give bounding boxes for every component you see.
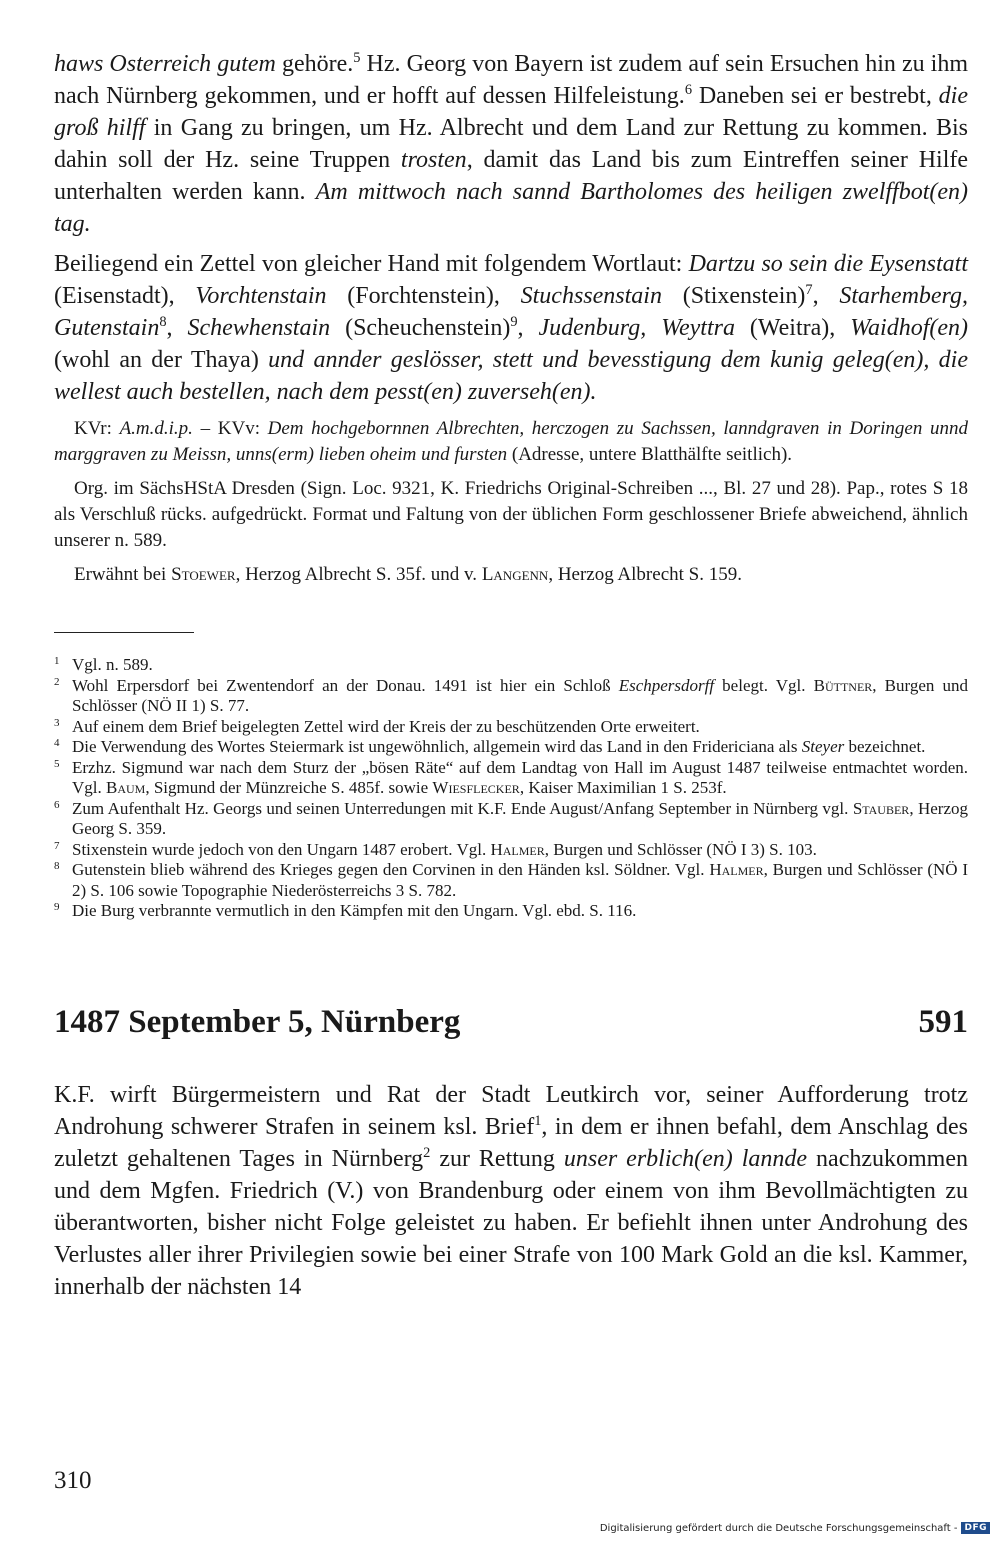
footnote	[54, 717, 968, 738]
entry-number: 591	[918, 1003, 968, 1040]
italic-quote: und annder geslösser, stett und bevesstigung dem kunig geleg(en), die wellest auch bestellen, nach dem pesst(en) zuverseh(en).	[54, 347, 968, 405]
author-name: Baum	[106, 778, 146, 797]
text-run: , in dem er ihnen befahl, dem Anschlag des zuletzt gehaltenen Tages in Nürnberg	[54, 1113, 968, 1172]
author-name: Langenn	[481, 564, 549, 585]
footnote	[54, 799, 968, 840]
footnote	[54, 676, 968, 717]
author-name: Stauber	[852, 798, 910, 818]
footnote-number: 9	[54, 901, 60, 913]
author-name: Wiesflecker	[432, 778, 520, 797]
text-run: ,	[517, 315, 539, 341]
footnote-number: 6	[54, 798, 60, 811]
italic-quote: Judenburg, Weyttra	[538, 315, 735, 341]
footnote-ref[interactable]: 1	[534, 1112, 542, 1129]
text-run: , Burgen und Schlösser (NÖ I 3) S. 103.	[544, 839, 817, 859]
text-run: ,	[812, 283, 840, 309]
text-run: belegt. Vgl.	[714, 675, 814, 695]
footnote	[54, 737, 968, 758]
text-run: , Burgen und Schlösser (NÖ I 2) S. 106 sowie Topographie Niederösterreichs 3 S. 782.	[72, 860, 968, 900]
text-run: Vgl. n. 589.	[72, 655, 153, 674]
text-run: Hz. Georg von Bayern ist zudem auf sein Ersuchen hin zu ihm nach Nürnberg gekommen, und er hofft auf dessen Hilfeleistung.	[54, 51, 968, 109]
italic-quote: Waidhof(en)	[850, 315, 968, 341]
text-run: , Herzog Albrecht S. 159.	[548, 564, 742, 585]
text-run: – KVv:	[192, 418, 268, 439]
dfg-logo: DFG	[961, 1522, 990, 1534]
text-run: Gutenstein blieb während des Krieges gegen den Corvinen in den Händen ksl. Söldner. Vgl.	[72, 860, 710, 879]
entry-date-place: 1487 September 5, Nürnberg	[54, 1003, 461, 1040]
text-run: (Adresse, untere Blatthälfte seitlich).	[507, 444, 793, 465]
italic-quote: die groß hilff	[54, 83, 968, 141]
paragraph-original: Org. im SächsHStA Dresden (Sign. Loc. 9321, K. Friedrichs Original-Schreiben ..., Bl. 27 und 28). Pap., rotes S 18 als Verschluß rücks. aufgedrückt. Format und Faltung von der üblichen Form geschlossener Briefe abweichend, ähnlich unserer n. 589.	[54, 478, 968, 551]
footnote-number: 5	[54, 757, 60, 770]
text-run: (Weitra),	[734, 315, 851, 341]
text-run: , Herzog Georg S. 359.	[72, 798, 968, 838]
paragraph-letter-body	[54, 48, 968, 240]
author-name: Büttner	[813, 675, 873, 695]
text-run: (Scheuchenstein)	[330, 315, 511, 341]
italic-quote: Steyer	[801, 737, 845, 756]
italic-quote: Dem hochgebornnen Albrechten, herczogen zu Sachssen, lanndgraven in Doringen unnd marggraven zu Meissn, unns(erm) lieben oheim und fursten	[54, 418, 968, 465]
paragraph-mentioned	[54, 562, 968, 588]
author-name: Halmer	[490, 839, 545, 859]
text-run: Die Verwendung des Wortes Steiermark ist ungewöhnlich, allgemein wird das Land in den Fridericiana als	[72, 737, 802, 756]
italic-quote: A.m.d.i.p.	[119, 418, 193, 439]
footnote-ref[interactable]: 2	[423, 1144, 431, 1161]
italic-quote: Schewhenstain	[187, 315, 331, 341]
footnote-divider	[54, 632, 194, 633]
author-name: Stoewer	[171, 564, 236, 585]
italic-quote: Dartzu so sein die Eysenstatt	[688, 251, 968, 277]
paragraph-kv	[54, 416, 968, 468]
paragraph-enclosure	[54, 248, 968, 408]
text-run: , Sigmund der Münzreiche S. 485f. sowie	[145, 778, 433, 797]
footnote-number: 4	[54, 737, 60, 749]
text-run: in Gang zu bringen, um Hz. Albrecht und dem Land zur Rettung zu kommen. Bis dahin soll der Hz. seine Truppen	[54, 115, 968, 173]
footnote	[54, 655, 968, 676]
italic-quote: Vorchtenstain	[195, 283, 327, 309]
footnote-ref[interactable]: 8	[159, 314, 167, 330]
text-run: Erwähnt bei	[74, 564, 172, 585]
digitization-credit	[600, 1522, 990, 1534]
footnote	[54, 901, 968, 922]
text-run: bezeichnet.	[844, 737, 926, 756]
text-run: nachzukommen und dem Mgfen. Friedrich (V.) von Brandenburg oder einem von ihm Bevollmächtigten zu überantworten, bisher nicht Folge geleistet zu haben. Er befiehlt ihnen unter Androhung des Verlustes aller ihrer Privilegien sowie bei einer Strafe von 100 Mark Gold an die ksl. Kammer, innerhalb der nächsten 14	[54, 1145, 968, 1300]
text-run: Die Burg verbrannte vermutlich in den Kämpfen mit den Ungarn. Vgl. ebd. S. 116.	[72, 901, 637, 920]
text-run: Stixenstein wurde jedoch von den Ungarn 1487 erobert. Vgl.	[72, 839, 491, 859]
text-run: Daneben sei er bestrebt,	[692, 83, 939, 109]
text-run: Beiliegend ein Zettel von gleicher Hand mit folgendem Wortlaut:	[54, 251, 689, 277]
footnote-number: 1	[54, 655, 60, 667]
text-run: Erzhz. Sigmund war nach dem Sturz der „bösen Räte“ auf dem Landtag von Hall im August 1487 teilweise entmachtet worden. Vgl.	[72, 757, 968, 797]
italic-quote: Eschpersdorff	[618, 675, 715, 695]
text-run: Auf einem dem Brief beigelegten Zettel wird der Kreis der zu beschützenden Orte erweitert.	[72, 716, 700, 736]
footnote	[54, 840, 968, 861]
text-run: , Kaiser Maximilian 1 S. 253f.	[519, 778, 727, 797]
italic-quote: trosten	[400, 147, 467, 173]
italic-quote: unser erblich(en) lannde	[563, 1145, 808, 1172]
text-run: KVr:	[74, 418, 120, 439]
footnote-number: 7	[54, 839, 60, 852]
footnote	[54, 860, 968, 901]
author-name: Halmer	[709, 860, 764, 879]
text-run: Zum Aufenthalt Hz. Georgs und seinen Unterredungen mit K.F. Ende August/Anfang September in Nürnberg vgl.	[72, 798, 853, 818]
text-run: gehöre.	[275, 51, 354, 77]
italic-quote: Starhemberg, Gutenstain	[54, 283, 969, 341]
footnote-number: 3	[54, 716, 60, 729]
footnote-number: 2	[54, 675, 60, 688]
text-run: (wohl an der Thaya)	[54, 347, 269, 373]
text-run: ,	[166, 315, 188, 341]
footnote-ref[interactable]: 6	[684, 82, 693, 98]
document-page	[54, 48, 968, 1303]
footnote-ref[interactable]: 5	[353, 50, 361, 66]
page-number: 310	[54, 1467, 92, 1494]
text-run: K.F. wirft Bürgermeistern und Rat der Stadt Leutkirch vor, seiner Aufforderung trotz Androhung schwerer Strafen in seinem ksl. Brief	[54, 1081, 968, 1140]
text-run: (Stixenstein)	[661, 283, 806, 309]
footnotes	[54, 655, 968, 922]
text-run: Wohl Erpersdorf bei Zwentendorf an der Donau. 1491 ist hier ein Schloß	[72, 675, 619, 695]
text-run: , damit das Land bis zum Eintreffen seiner Hilfe unterhalten werden kann.	[54, 147, 969, 205]
text-run: (Eisenstadt),	[54, 283, 196, 309]
italic-quote: haws Osterreich gutem	[54, 51, 276, 77]
credit-text: Digitalisierung gefördert durch die Deutsche Forschungsgemeinschaft -	[599, 1522, 958, 1534]
text-run: zur Rettung	[430, 1145, 564, 1172]
footnote	[54, 758, 968, 799]
italic-quote: Stuchssenstain	[520, 283, 662, 309]
text-run: , Herzog Albrecht S. 35f. und v.	[235, 564, 482, 585]
footnote-ref[interactable]: 7	[805, 282, 813, 298]
footnote-ref[interactable]: 9	[510, 314, 518, 330]
entry-heading	[54, 1004, 968, 1041]
footnote-number: 8	[54, 860, 60, 872]
text-run: , Burgen und Schlösser (NÖ II 1) S. 77.	[72, 675, 968, 715]
italic-quote: Am mittwoch nach sannd Bartholomes des heiligen zwelffbot(en) tag.	[54, 179, 969, 237]
text-run: (Forchtenstein),	[326, 283, 521, 309]
paragraph-entry-summary	[54, 1079, 968, 1303]
